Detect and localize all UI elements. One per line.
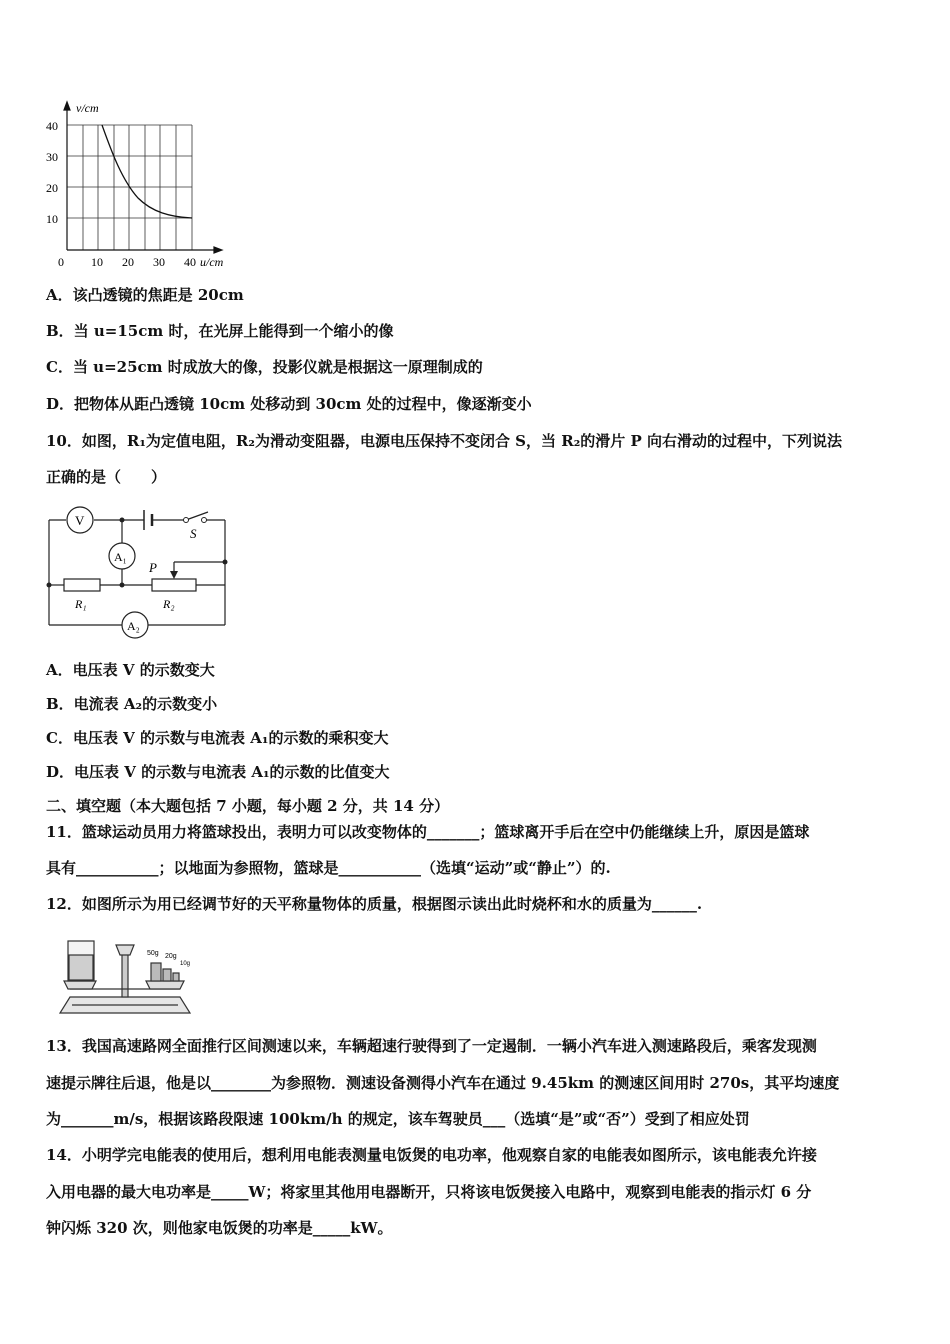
- x-tick: 10: [91, 255, 103, 269]
- q14-line1: 14．小明学完电能表的使用后，想利用电能表测量电饭煲的电功率，他观察自家的电能表如图所示，该电能表允许接: [46, 1146, 817, 1164]
- q10-option-a: A．电压表 V 的示数变大: [46, 661, 215, 679]
- y-tick: 20: [46, 181, 58, 195]
- q14-line3: 钟闪烁 320 次，则他家电饭煲的功率是_____kW。: [46, 1219, 393, 1237]
- circuit-diagram: [44, 500, 244, 645]
- q11-line2: 具有___________；以地面为参照物，篮球是___________（选填“运动”或“静止”）的.: [46, 859, 611, 877]
- q10-option-d: D．电压表 V 的示数与电流表 A₁的示数的比值变大: [46, 763, 390, 781]
- q11-line1: 11．篮球运动员用力将篮球投出，表明力可以改变物体的_______；篮球离开手后在空中仍能继续上升，原因是篮球: [46, 823, 810, 841]
- x-tick: 30: [153, 255, 165, 269]
- lens-graph: [40, 98, 240, 273]
- q13-line3: 为_______m/s，根据该路段限速 100km/h 的规定，该车驾驶员___（选填“是”或“否”）受到了相应处罚: [46, 1110, 750, 1128]
- q10-option-b: B．电流表 A₂的示数变小: [46, 695, 218, 713]
- weight-label: 20g: [165, 953, 177, 960]
- image-distance-curve: [102, 125, 192, 218]
- y-tick: 30: [46, 150, 58, 164]
- y-tick: 40: [46, 119, 58, 133]
- ammeter-a2-label: A₂: [127, 619, 140, 633]
- x-tick: 20: [122, 255, 134, 269]
- weight-label: 50g: [147, 950, 159, 957]
- y-tick: 10: [46, 212, 58, 226]
- r1-label: R₁: [75, 597, 87, 611]
- q14-line2: 入用电器的最大电功率是_____W；将家里其他用电器断开，只将该电饭煲接入电路中，观察到电能表的指示灯 6 分: [46, 1183, 812, 1201]
- r2-label: R₂: [163, 597, 175, 611]
- q9-option-c: C．当 u=25cm 时成放大的像，投影仪就是根据这一原理制成的: [46, 358, 483, 376]
- switch-label: S: [190, 526, 197, 541]
- q13-line1: 13．我国高速路网全面推行区间测速以来，车辆超速行驶得到了一定遏制．一辆小汽车进入测速路段后，乘客发现测: [46, 1037, 817, 1055]
- voltmeter-label: V: [75, 513, 85, 528]
- x-axis-label: u/cm: [200, 255, 224, 269]
- q9-option-a: A．该凸透镜的焦距是 20cm: [46, 286, 244, 304]
- x-tick: 40: [184, 255, 196, 269]
- q10-option-c: C．电压表 V 的示数与电流表 A₁的示数的乘积变大: [46, 729, 389, 747]
- balance-figure: [50, 925, 200, 1020]
- q10-stem-line2: 正确的是（ ）: [46, 468, 167, 486]
- x-tick: 0: [58, 255, 64, 269]
- q9-option-d: D．把物体从距凸透镜 10cm 处移动到 30cm 处的过程中，像逐渐变小: [46, 395, 532, 413]
- ammeter-a1-label: A₁: [114, 550, 127, 564]
- slider-label: P: [149, 560, 157, 575]
- q12-line1: 12．如图所示为用已经调节好的天平称量物体的质量，根据图示读出此时烧杯和水的质量为______.: [46, 895, 703, 913]
- weight-label: 10g: [180, 961, 191, 967]
- q9-option-b: B．当 u=15cm 时，在光屏上能得到一个缩小的像: [46, 322, 394, 340]
- q13-line2: 速提示牌往后退，他是以________为参照物．测速设备测得小汽车在通过 9.45km 的测速区间用时 270s，其平均速度: [46, 1074, 840, 1092]
- section-title: 二、填空题（本大题包括 7 小题，每小题 2 分，共 14 分）: [46, 797, 450, 815]
- y-axis-label: v/cm: [76, 101, 99, 115]
- q10-stem-line1: 10．如图，R₁为定值电阻，R₂为滑动变阻器，电源电压保持不变闭合 S，当 R₂的滑片 P 向右滑动的过程中，下列说法: [46, 432, 842, 450]
